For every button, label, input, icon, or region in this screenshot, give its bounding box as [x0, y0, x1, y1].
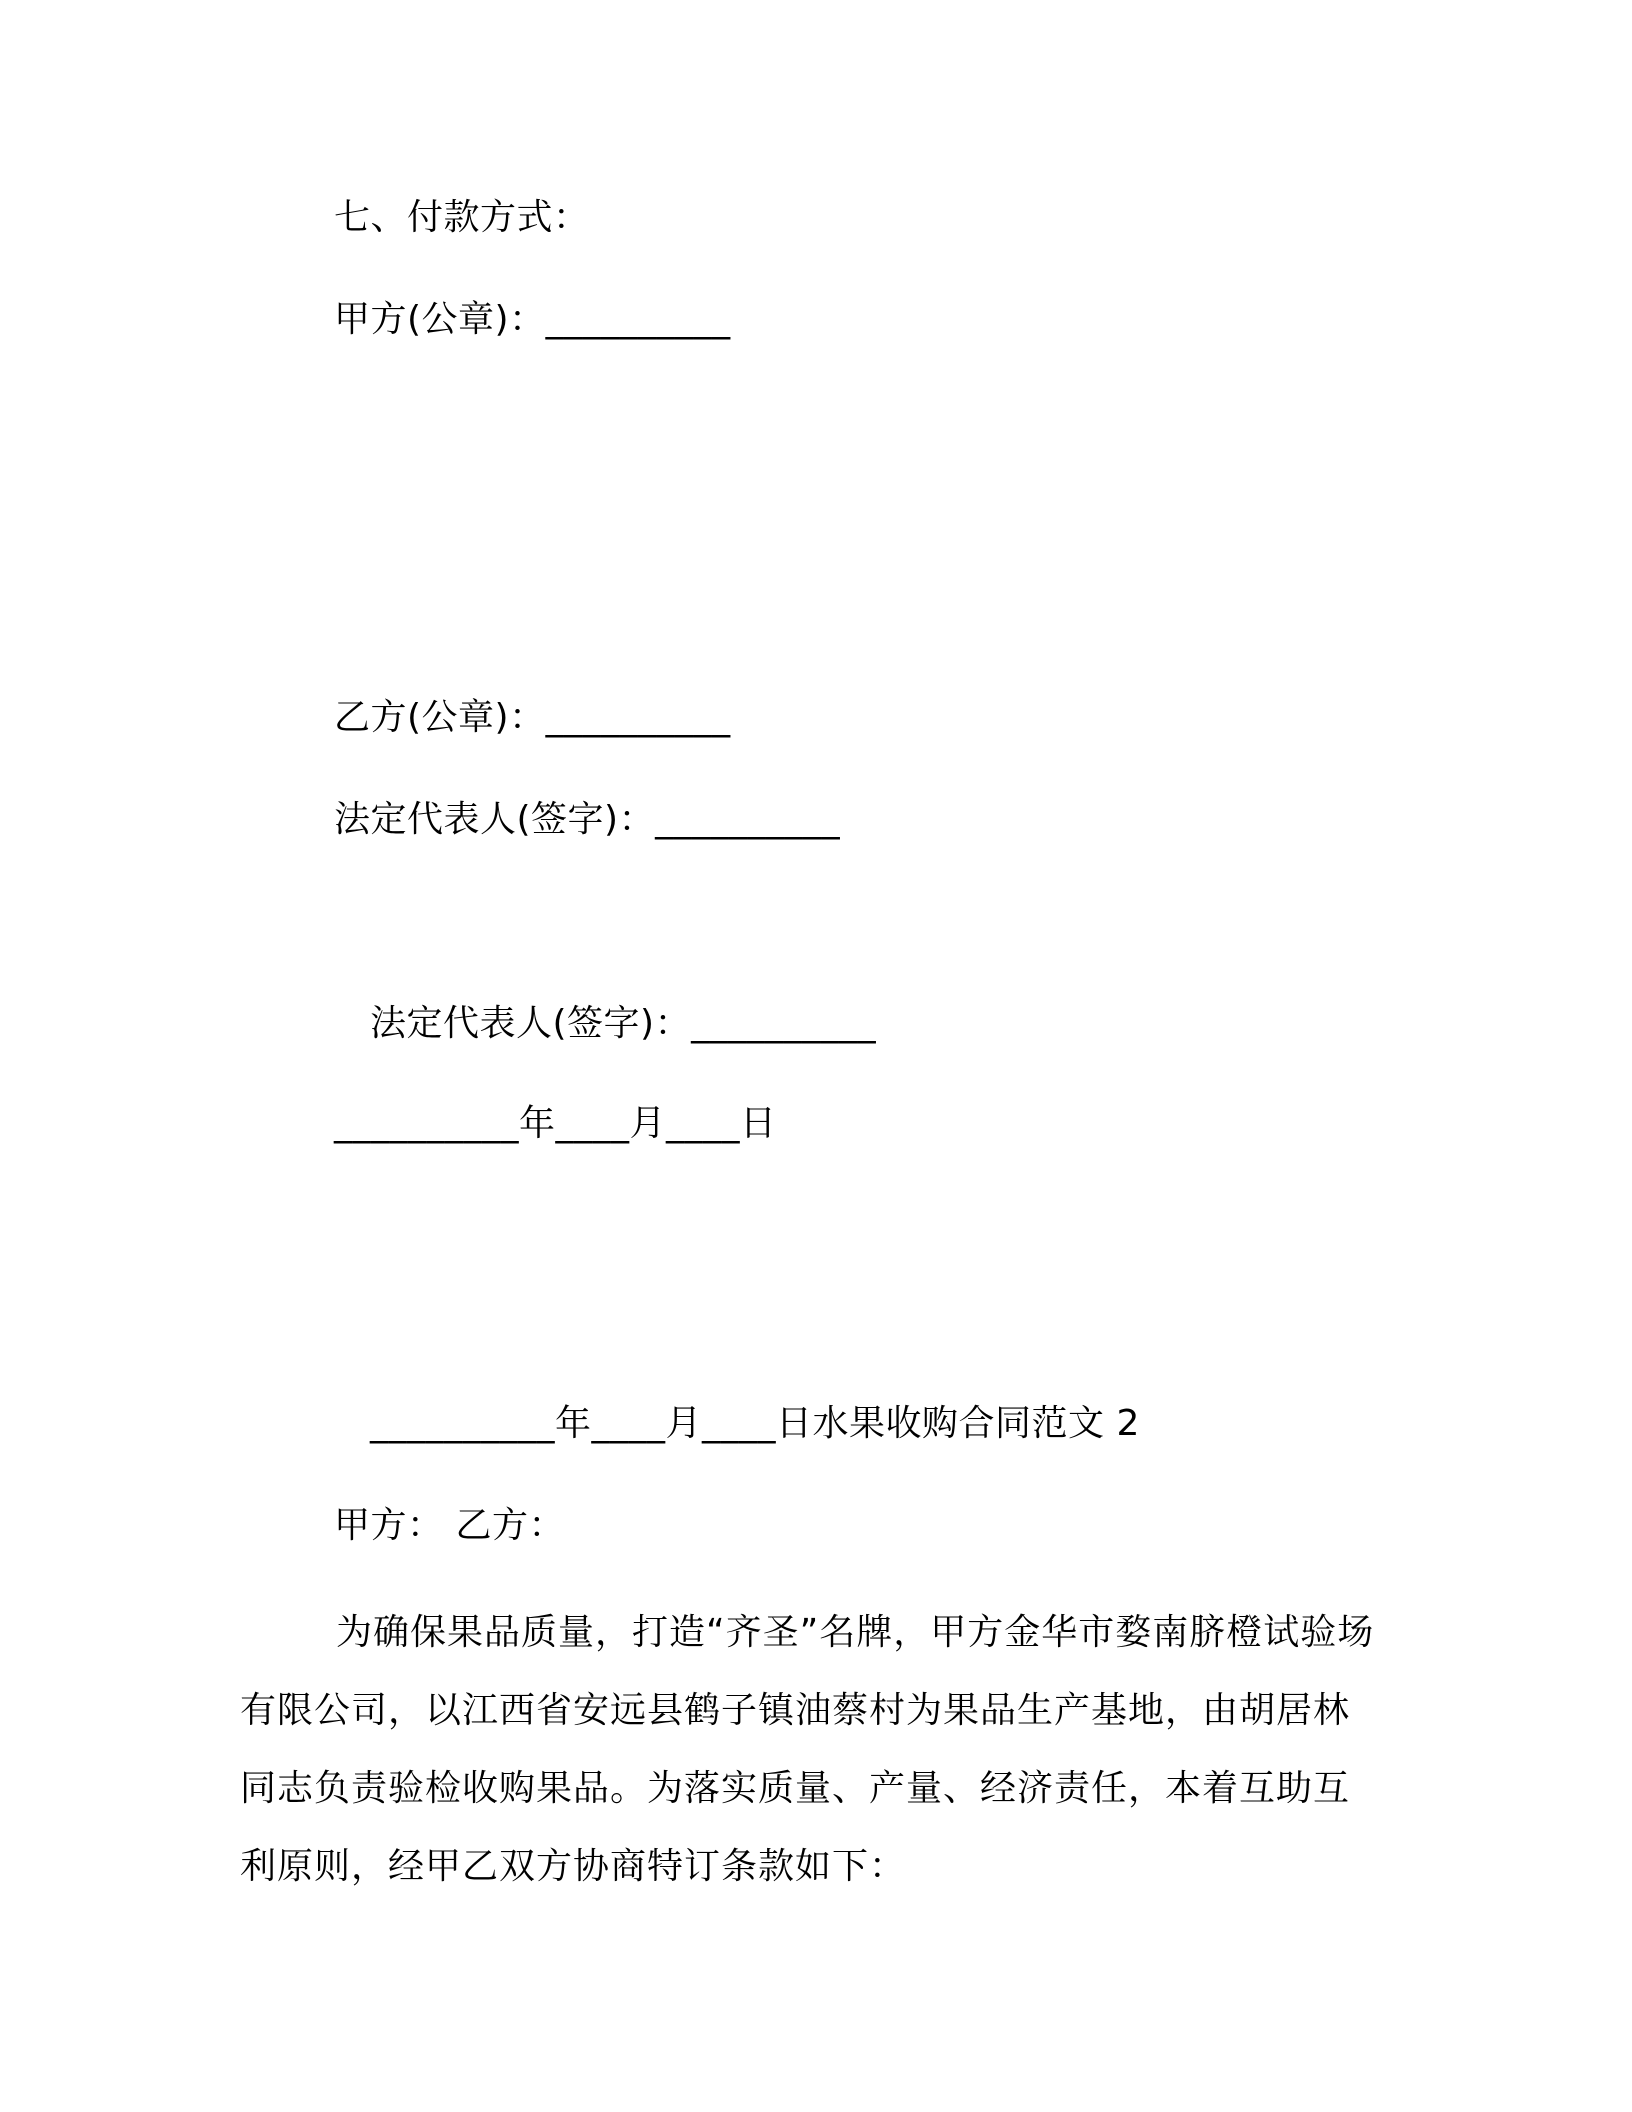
- party-a-seal-line: 甲方(公章)：__________: [334, 299, 731, 340]
- contract-title-line: __________年____月____日水果收购合同范文 2: [370, 1403, 1140, 1444]
- contract-intro-paragraph: 为确保果品质量，打造“齐圣”名牌，甲方金华市婺南脐橙试验场有限公司，以江西省安远县鹤子镇油蔡村为果品生产基地，由胡居林同志负责验检收购果品。为落实质量、产量、经济责任，本着互助互利原则，经甲乙双方协商特订条款如下：: [240, 1612, 1375, 1887]
- legal-representative-signature-line-indented: 法定代表人(签字)：__________: [370, 1003, 877, 1044]
- party-b-seal-line: 乙方(公章)：__________: [334, 697, 731, 738]
- section-heading-payment-method: 七、付款方式：: [334, 197, 590, 238]
- parties-line: 甲方： 乙方：: [334, 1505, 565, 1546]
- legal-representative-signature-line: 法定代表人(签字)：__________: [334, 799, 841, 840]
- date-line: __________年____月____日: [334, 1103, 777, 1144]
